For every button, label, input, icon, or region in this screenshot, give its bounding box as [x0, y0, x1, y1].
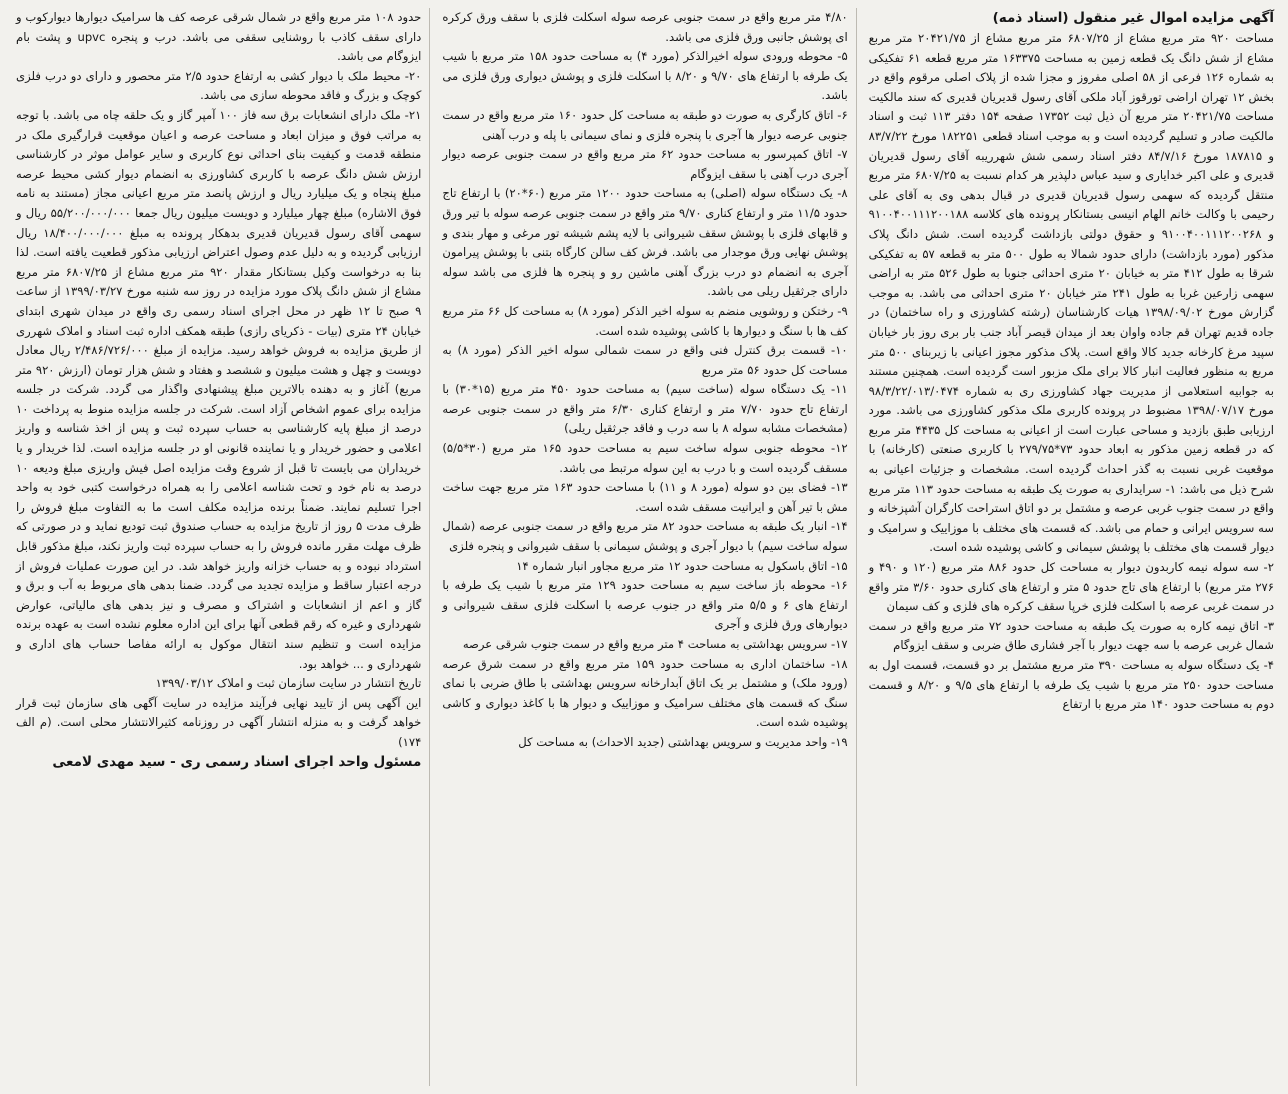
- column-left: [12, 8, 430, 1086]
- paragraph: مساحت ۹۲۰ متر مربع مشاع از ۶۸۰۷/۲۵ متر مربع مشاع از ۲۰۴۲۱/۷۵ متر مربع مشاع از شش دانگ یک قطعه زمین به مساحت ۱۶۳۳۷۵ متر مربع قطعه ۶۱ تفکیکی به شماره ۱۲۶ فرعی از ۵۸ اصلی مفروز و مجزا شده از پلاک اصلی مرقوم واقع در بخش ۱۲ تهران اراضی تورقوز آباد ملکی آقای رسول قدیریان قدیری که سند مالکیت مساحت ۲۰۴۲۱/۷۵ متر مربع آن ذیل ثبت ۱۷۳۵۲ صفحه ۱۵۴ دفتر ۱۱۳ ثبت و اسناد مالکیت صادر و تسلیم گردیده است و به موجب اسناد قطعی ۱۸۲۲۵۱ مورخ ۸۳/۷/۲۲ و ۱۸۷۸۱۵ مورخ ۸۴/۷/۱۶ دفتر اسناد رسمی شش شهرریبه آقای رسول قدیریان قدیری و علی اکبر خدایاری و سید عباس دلپذیر هر کدام نسبت به ۶۸۰۷/۲۵ متر مربع منتقل گردیده که سهمی رسول قدیریان قدیری در قبال بدهی وی به آقای علی رحیمی با وکالت خانم الهام انیسی بستانکار پرونده های کلاسه ۹۱۰۰۴۰۰۱۱۱۲۰۰۱۸۸ و ۹۱۰۰۴۰۰۱۱۱۲۰۰۲۶۸ و حقوق دولتی بازداشت گردیده است. شش دانگ پلاک مذکور (مورد بازداشت) دارای حدود شمالا به طول ۵۰۰ متر به قطعه ۵۷ به تفکیکی شرقا به طول ۴۱۲ متر به خیابان ۲۰ متری احداثی جنوبا به طول ۵۲۶ متر به اراضی سهمی زارعین غربا به طول ۲۴۱ متر خیابان ۲۰ متری احداثی می باشد. به موجب گزارش مورخ ۱۳۹۸/۰۹/۰۲ هیات کارشناسان (رشته کشاورزی و راه ساختمان) در جاده قدیم تهران قم جاده واوان بعد از میدان قیصر آباد جنب بار بری روز بار خیابان سپید مرغ کارخانه جدید کالا واقع است. پلاک مذکور مجوز اعیانی با زیربنای ۵۰۰ متر مربع به منظور فعالیت انبار کالا برای ملک مزبور است گردیده است. همچنین مستند به جوابیه استعلامی از مدیریت جهاد کشاورزی ری به شماره ۹۸/۳/۲۲/۰۱۳/۰۴۷۴ مورخ ۱۳۹۸/۰۷/۱۷ مضبوط در پرونده کاربری ملک مذکور کشاورزی می باشد. مورد ارزیابی طبق بازدید و مساحی عبارت است از اعیانی به مساحت کل ۴۴۳۵ متر مربع که در قطعه زمین مذکور به ابعاد حدود ۷۳*۲۷۹/۷۵ با کاربری صنعتی (کارخانه) با موقعیت غربی نسبت به گذر احداث گردیده است. مشخصات و جزئیات اعیانی به شرح ذیل می باشد: ۱- سرایداری به صورت یک طبقه به مساحت حدود ۱۱۳ متر مربع واقع در سمت جنوب غربی عرصه و مشتمل بر دو اتاق استراحت کارگران آشپزخانه و سه سرویس ایرانی و حمام می باشد. که قسمت های مختلف با موزاییک و سرامیک و دیوار قسمت های مختلف با پوشش سیمانی و کاشی پوشیده شده است.: [868, 31, 1275, 555]
- paragraph: ۱۴- انبار یک طبقه به مساحت حدود ۸۲ متر مربع واقع در سمت جنوبی عرصه (شمال سوله ساخت سیم) با دیوار آجری و پوشش سیمانی با سقف شیروانی و پنجره فلزی: [442, 519, 848, 554]
- paragraph: ۱۰- قسمت برق کنترل فنی واقع در سمت شمالی سوله اخیر الذکر (مورد ۸) به مساحت کل حدود ۵۶ متر مربع: [442, 343, 848, 377]
- paragraph: ۴- یک دستگاه سوله به مساحت ۳۹۰ متر مربع مشتمل بر دو قسمت، قسمت اول به مساحت حدود ۲۵۰ متر مربع با شیب یک طرفه با ارتفاع های ۹/۵ و ۸/۲۰ و قسمت دوم به مساحت حدود ۱۴۰ متر مربع با ارتفاع: [868, 658, 1274, 712]
- paragraph: ۸- یک دستگاه سوله (اصلی) به مساحت حدود ۱۲۰۰ متر مربع (۶۰*۲۰) با ارتفاع تاج حدود ۱۱/۵ متر و ارتفاع کناری ۹/۷۰ متر واقع در سمت جنوبی عرصه سوله با تیر ورق و قابهای فلزی با پوشش سقف شیروانی با لایه پشم شیشه تور مرغی و مهار بندی و پوشش نهایی ورق موجدار می باشد. فرش کف سالن کارگاه بتنی با پوشش پیرامون آجری به انضمام دو درب بزرگ آهنی ماشین رو و پنجره ها فلزی می باشد سوله دارای جرثقیل ریلی می باشد.: [442, 186, 848, 299]
- signature: مسئول واحد اجرای اسناد رسمی ری - سید مهدی لامعی: [52, 753, 422, 770]
- notice-title: آگهی مزایده اموال غیر منقول (اسناد ذمه): [992, 10, 1274, 26]
- paragraph: ۱۸- ساختمان اداری به مساحت حدود ۱۵۹ متر مربع واقع در سمت شرق عرصه (ورود ملک) و مشتمل بر یک اتاق آبدارخانه سرویس بهداشتی با طاق ضربی با نمای سنگ که قسمت های مختلف سرامیک و موزاییک و دیوار ها با کاغذ دیواری و کاشی پوشیده شده است.: [442, 656, 848, 730]
- paragraph: ۱۳- فضای بین دو سوله (مورد ۸ و ۱۱) با مساحت حدود ۱۶۳ متر مربع جهت ساخت مش با تیر آهن و ایرانیت مسقف شده است.: [442, 480, 848, 514]
- paragraph: ۱۹- واحد مدیریت و سرویس بهداشتی (جدید الاحداث) به مساحت کل: [518, 734, 848, 749]
- paragraph: ۲۰- محیط ملک با دیوار کشی به ارتفاع حدود ۲/۵ متر محصور و دارای دو درب فلزی کوچک و بزرگ و فاقد محوطه سازی می باشد.: [16, 68, 422, 103]
- paragraph: ۹- رختکن و روشویی منضم به سوله اخیر الذکر (مورد ۸) به مساحت کل ۶۶ متر مربع کف ها با سنگ و دیوارها با کاشی پوشیده شده است.: [442, 303, 848, 338]
- paragraph: ۱۲- محوطه جنوبی سوله ساخت سیم به مساحت حدود ۱۶۵ متر مربع (۳۰*۵/۵) مسقف گردیده است و با درب به این سوله مرتبط می باشد.: [442, 441, 848, 475]
- paragraph: ۱۶- محوطه باز ساخت سیم به مساحت حدود ۱۲۹ متر مربع با شیب یک طرفه با ارتفاع های ۶ و ۵/۵ متر واقع در جنوب عرصه با اسکلت فلزی سقف شیروانی و دیوارهای ورق فلزی و آجری: [442, 578, 848, 632]
- paragraph: ۱۵- اتاق باسکول به مساحت حدود ۱۲ متر مربع مجاور انبار شماره ۱۴: [516, 558, 848, 573]
- publish-date: تاریخ انتشار در سایت سازمان ثبت و املاک ۱۳۹۹/۰۳/۱۲: [155, 676, 422, 691]
- paragraph: ۲۱- ملک دارای انشعابات برق سه فاز ۱۰۰ آمپر گاز و یک حلقه چاه می باشد. با توجه به مراتب فوق و میزان ابعاد و مساحت عرصه و اعیان موقعیت قرارگیری ملک در منطقه قدمت و کیفیت بنای احداثی نوع کاربری و سایر عوامل موثر در کارشناسی ارزش شش دانگ عرصه با کاربری کشاورزی به انضمام دیوار کشی محیط عرصه مبلغ پنجاه و یک میلیارد ریال و ارزش پانصد متر مربع اعیانی مجاز (مستند به نامه فوق الاشاره) مبلغ چهار میلیارد و دویست میلیون ریال جمعا ۵۵/۲۰۰/۰۰۰/۰۰۰ ریال و سهمی آقای رسول قدیریان قدیری بدهکار پرونده به مبلغ ۱۸/۴۰۰/۰۰۰/۰۰۰ ریال ارزیابی گردیده و به دلیل عدم وصول اعتراض ارزیابی مذکور قطعیت یافته است. لذا بنا به درخواست وکیل بستانکار مقدار ۹۲۰ متر مربع مشاع از ۶۸۰۷/۲۵ متر مربع مشاع از شش دانگ پلاک مورد مزایده در روز سه شنبه مورخ ۱۳۹۹/۰۳/۲۷ از ساعت ۹ صبح تا ۱۲ ظهر در محل اجرای اسناد رسمی ری واقع در میدان شهری ابتدای خیابان ۲۴ متری (بیات - ذکریای رازی) طبقه همکف اداره ثبت اسناد و املاک شهرری از طریق مزایده به فروش خواهد رسید. مزایده از مبلغ ۲/۴۸۶/۷۲۶/۰۰۰ ریال معادل دویست و چهل و هشت میلیون و ششصد و هفتاد و شش هزار تومان (ارزش ۹۲۰ متر مربع) آغاز و به دهنده بالاترین مبلغ پیشنهادی واگذار می گردد. شرکت در جلسه مزایده برای عموم اشخاص آزاد است. شرکت در جلسه مزایده منوط به پرداخت ۱۰ درصد از مبلغ پایه کارشناسی به حساب سپرده ثبت و پس از اخذ شناسه و واریز اعلامی و حضور خریدار و یا نماینده قانونی او در جلسه مزایده است. لذا خریدار و یا خریداران می بایست تا قبل از شروع وقت مزایده اصل فیش واریزی مبلغ ودیعه ۱۰ درصد به نام خود و تحت شناسه اعلامی را به همراه درخواست کتبی خود به واحد اجرا تسلیم نمایند. ضمناً برنده مزایده مکلف است ما به التفاوت مبلغ فروش را ظرف مدت ۵ روز از تاریخ مزایده به حساب صندوق ثبت تودیع نماید و در صورتی که ظرف مهلت مقرر مانده فروش را به حساب سپرده ثبت واریز نکند، مبلغ مذکور قابل استرداد نبوده و به حساب خزانه واریز خواهد شد. در این صورت عملیات فروش از درجه اعتبار ساقط و مزایده تجدید می گردد. ضمنا بدهی های مربوط به آب و برق و گاز و اعم از انشعابات و اشتراک و مصرف و نیز بدهی های مالیاتی، عوارض شهرداری و غیره که رقم قطعی آنها برای این اداره معلوم نشده است به عهده برنده مزایده است و تنظیم سند انتقال موکول به ارائه مفاصا حساب های اداری و شهرداری و ... خواهد بود.: [16, 107, 422, 671]
- paragraph: ۵- محوطه ورودی سوله اخیرالذکر (مورد ۴) به مساحت حدود ۱۵۸ متر مربع با شیب یک طرفه با ارتفاع های ۹/۷۰ و ۸/۲۰ با اسکلت فلزی و پوشش دیواری ورق فلزی می باشد.: [442, 49, 848, 103]
- column-middle: [438, 8, 856, 1086]
- column-right: [865, 8, 1278, 1086]
- paragraph: ۲- سه سوله نیمه کاربدون دیوار به مساحت کل حدود ۸۸۶ متر مربع (۱۲۰ و ۴۹۰ و ۲۷۶ متر مربع) با ارتفاع های تاج حدود ۵ متر و ارتفاع های کناری حدود ۳/۶۰ متر واقع در سمت غربی عرصه با اسکلت فلزی خرپا سقف کرکره های فلزی و کف سیمان: [868, 560, 1274, 614]
- paragraph: ۷- اتاق کمپرسور به مساحت حدود ۶۲ متر مربع واقع در سمت جنوبی عرصه دیوار آجری درب آهنی با سقف ایزوگام: [442, 147, 848, 181]
- paragraph: این آگهی پس از تایید نهایی فرآیند مزایده در سایت آگهی های سازمان ثبت قرار خواهد گرفت و به منزله انتشار آگهی در روزنامه کثیرالانتشار محلی است. (م الف ۱۷۴): [16, 695, 422, 749]
- paragraph: حدود ۱۰۸ متر مربع واقع در شمال شرقی عرصه کف ها سرامیک دیوارها دیوارکوب و دارای سقف کاذب با روشنایی سقفی می باشد. درب و پنجره upvc و پشت بام ایزوگام می باشد.: [16, 10, 422, 64]
- paragraph: ۱۱- یک دستگاه سوله (ساخت سیم) به مساحت حدود ۴۵۰ متر مربع (۱۵*۳۰) با ارتفاع تاج حدود ۷/۷۰ متر و ارتفاع کناری ۶/۳۰ متر واقع در سمت جنوبی عرصه (مشخصات مشابه سوله ۸ با سه درب و فاقد جرثقیل ریلی): [442, 382, 848, 436]
- paragraph: ۶- اتاق کارگری به صورت دو طبقه به مساحت کل حدود ۱۶۰ متر مربع واقع در سمت جنوبی عرصه دیوار ها آجری با پنجره فلزی و نمای سیمانی با پله و درب آهنی: [442, 107, 848, 142]
- paragraph: ۱۷- سرویس بهداشتی به مساحت ۴ متر مربع واقع در سمت جنوب شرقی عرصه: [462, 637, 848, 651]
- notice-columns: [12, 8, 1278, 1086]
- paragraph: ۴/۸۰ متر مربع واقع در سمت جنوبی عرصه سوله اسکلت فلزی با سقف ورق کرکره ای پوشش جانبی ورق فلزی می باشد.: [442, 10, 848, 44]
- paragraph: ۳- اتاق نیمه کاره به صورت یک طبقه به مساحت حدود ۷۲ متر مربع واقع در سمت شمال غربی عرصه با سه جهت دیوار با آجر فشاری طاق ضربی و سقف ایزوگام: [868, 618, 1274, 653]
